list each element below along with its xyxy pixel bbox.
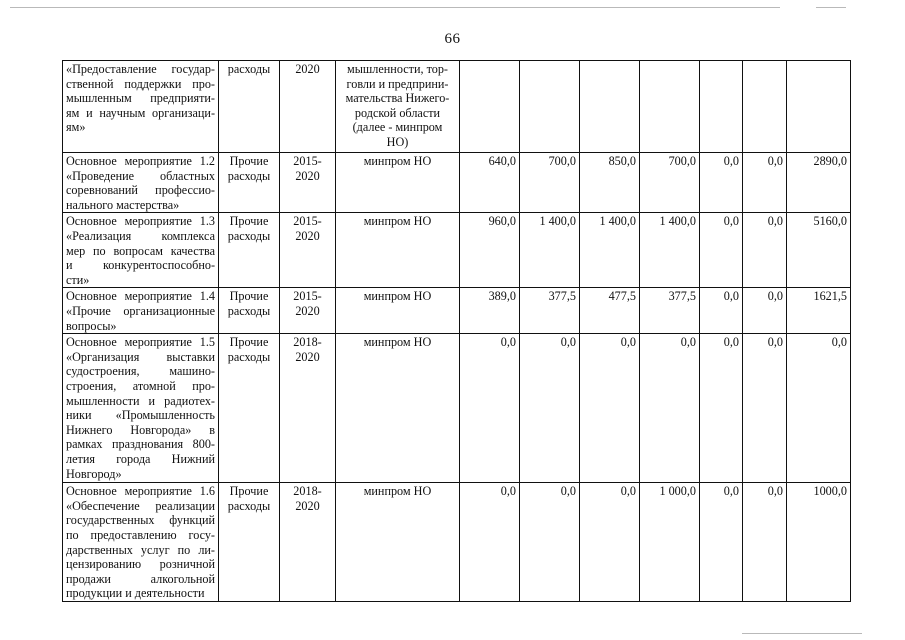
measure-name-cell-line: ям и научным организаци- [66,105,215,120]
period-cell-line: 2015- [293,154,322,168]
expense-type-cell-line: расходы [227,303,271,318]
amount-cell: 960,0 [460,213,520,288]
table-body [63,61,851,602]
amount-cell: 477,5 [580,288,640,334]
period-cell-line: 2020 [295,228,320,243]
executor-cell [336,213,460,288]
period-cell-line: 2018- [293,484,322,499]
executor-cell-line: мышленности, тор- [347,62,448,76]
expense-type-cell-line: Прочие [229,335,269,350]
table-row [63,153,851,213]
expense-type-cell [219,61,280,153]
table-row [63,483,851,602]
period-cell-line: 2015- [293,214,322,229]
amount-cell: 0,0 [700,483,743,602]
measure-name-cell-line: «Организация выставки [66,349,215,364]
page-number: 66 [444,31,461,47]
expense-type-cell-line: расходы [227,349,271,364]
amount-cell [743,61,787,153]
measure-name-cell-line: «Обеспечение реализации [66,498,215,513]
program-budget-table [62,60,851,602]
amount-cell: 0,0 [743,334,787,483]
table-row [63,288,851,334]
measure-name-cell-line: мышленным предприяти- [66,91,215,106]
executor-cell-line: минпром НО [363,335,432,350]
executor-cell [336,288,460,334]
amount-cell: 640,0 [460,153,520,213]
amount-cell [640,61,700,153]
executor-cell [336,483,460,602]
expense-type-cell-line: Прочие [229,214,269,229]
amount-cell: 700,0 [520,153,580,213]
amount-cell: 1621,5 [787,288,851,334]
amount-cell: 0,0 [520,334,580,483]
measure-name-cell-line: продукции и деятельности [66,586,205,601]
period-cell [280,483,336,602]
table-row [63,61,851,153]
table-row [63,334,851,483]
executor-cell-line: родской области [354,105,441,120]
period-cell [280,61,336,153]
amount-cell [520,61,580,153]
measure-name-cell-line: Основное мероприятие 1.2 [66,154,215,168]
measure-name-cell-line: ники «Промышленность [66,408,215,423]
period-cell-line: 2020 [295,168,320,183]
period-cell-line: 2018- [293,335,322,350]
measure-name-cell-line: летия города Нижний [66,451,215,466]
measure-name-cell [63,288,219,334]
period-cell-line: 2020 [295,303,320,318]
period-cell-line: 2020 [295,62,320,76]
amount-cell: 389,0 [460,288,520,334]
measure-name-cell-line: цензированию розничной [66,557,215,572]
expense-type-cell [219,153,280,213]
measure-name-cell-line: «Предоставление государ- [66,62,215,76]
measure-name-cell-line: «Прочие организационные [66,303,215,318]
executor-cell-line: минпром НО [363,154,432,168]
amount-cell: 0,0 [460,334,520,483]
measure-name-cell-line: ям» [66,120,86,135]
expense-type-cell [219,334,280,483]
measure-name-cell-line: и конкурентоспособно- [66,258,215,273]
executor-cell-line: минпром НО [363,484,432,499]
measure-name-cell-line: государственных функций [66,513,215,528]
table-row [63,213,851,288]
amount-cell: 0,0 [640,334,700,483]
expense-type-cell [219,213,280,288]
amount-cell [460,61,520,153]
amount-cell: 1000,0 [787,483,851,602]
measure-name-cell [63,153,219,213]
measure-name-cell-line: Основное мероприятие 1.4 [66,289,215,304]
expense-type-cell-line: расходы [227,228,271,243]
amount-cell [787,61,851,153]
period-cell [280,153,336,213]
expense-type-cell-line: расходы [227,62,271,76]
measure-name-cell-line: мер по вопросам качества [66,243,215,258]
measure-name-cell-line: сти» [66,272,90,287]
measure-name-cell [63,61,219,153]
expense-type-cell-line: Прочие [229,484,269,499]
amount-cell: 850,0 [580,153,640,213]
amount-cell: 377,5 [640,288,700,334]
measure-name-cell-line: рамках празднования 800- [66,437,215,452]
period-cell-line: 2015- [293,289,322,304]
executor-cell [336,334,460,483]
period-cell [280,334,336,483]
amount-cell: 1 400,0 [520,213,580,288]
amount-cell: 700,0 [640,153,700,213]
measure-name-cell-line: Нижнего Новгорода» в [66,422,215,437]
amount-cell [700,61,743,153]
amount-cell: 1 000,0 [640,483,700,602]
measure-name-cell-line: ственной поддержки про- [66,76,215,91]
executor-cell-line: мательства Нижего- [345,91,450,106]
amount-cell: 2890,0 [787,153,851,213]
measure-name-cell-line: Основное мероприятие 1.3 [66,214,215,229]
amount-cell: 0,0 [580,483,640,602]
measure-name-cell-line: вопросы» [66,318,117,333]
period-cell-line: 2020 [295,349,320,364]
executor-cell [336,61,460,153]
amount-cell: 1 400,0 [580,213,640,288]
measure-name-cell-line: «Проведение областных [66,168,215,183]
amount-cell: 0,0 [743,483,787,602]
scan-edge-top-left [10,7,780,8]
measure-name-cell-line: дарственных услуг по ли- [66,542,215,557]
expense-type-cell [219,483,280,602]
expense-type-cell-line: Прочие [229,289,269,304]
measure-name-cell-line: продажи алкогольной [66,571,215,586]
measure-name-cell [63,483,219,602]
expense-type-cell [219,288,280,334]
amount-cell: 377,5 [520,288,580,334]
measure-name-cell [63,334,219,483]
measure-name-cell-line: «Реализация комплекса [66,228,215,243]
measure-name-cell-line: Новгород» [66,466,122,481]
amount-cell: 0,0 [743,213,787,288]
measure-name-cell [63,213,219,288]
scan-edge-top-right [816,7,846,8]
period-cell [280,213,336,288]
measure-name-cell-line: мышленности и радиотех- [66,393,215,408]
period-cell-line: 2020 [295,498,320,513]
amount-cell: 1 400,0 [640,213,700,288]
amount-cell: 0,0 [460,483,520,602]
period-cell [280,288,336,334]
measure-name-cell-line: строения, атомной про- [66,378,215,393]
measure-name-cell-line: нального мастерства» [66,197,180,212]
measure-name-cell-line: судостроения, машино- [66,364,215,379]
executor-cell-line: (далее - минпром [352,120,443,135]
expense-type-cell-line: расходы [227,168,271,183]
measure-name-cell-line: соревнований профессио- [66,183,215,198]
amount-cell: 0,0 [700,288,743,334]
expense-type-cell-line: расходы [227,498,271,513]
amount-cell: 0,0 [743,153,787,213]
executor-cell-line: минпром НО [363,214,432,229]
amount-cell: 0,0 [700,334,743,483]
executor-cell-line: НО) [386,134,409,149]
amount-cell: 0,0 [743,288,787,334]
amount-cell: 0,0 [700,213,743,288]
scan-edge-bottom [742,633,862,634]
executor-cell-line: минпром НО [363,289,432,304]
executor-cell [336,153,460,213]
amount-cell: 0,0 [580,334,640,483]
measure-name-cell-line: по предоставлению госу- [66,527,215,542]
amount-cell [580,61,640,153]
amount-cell: 0,0 [787,334,851,483]
measure-name-cell-line: Основное мероприятие 1.5 [66,335,215,350]
amount-cell: 5160,0 [787,213,851,288]
amount-cell: 0,0 [520,483,580,602]
executor-cell-line: говли и предприни- [346,76,449,91]
expense-type-cell-line: Прочие [229,154,269,168]
measure-name-cell-line: Основное мероприятие 1.6 [66,484,215,499]
amount-cell: 0,0 [700,153,743,213]
